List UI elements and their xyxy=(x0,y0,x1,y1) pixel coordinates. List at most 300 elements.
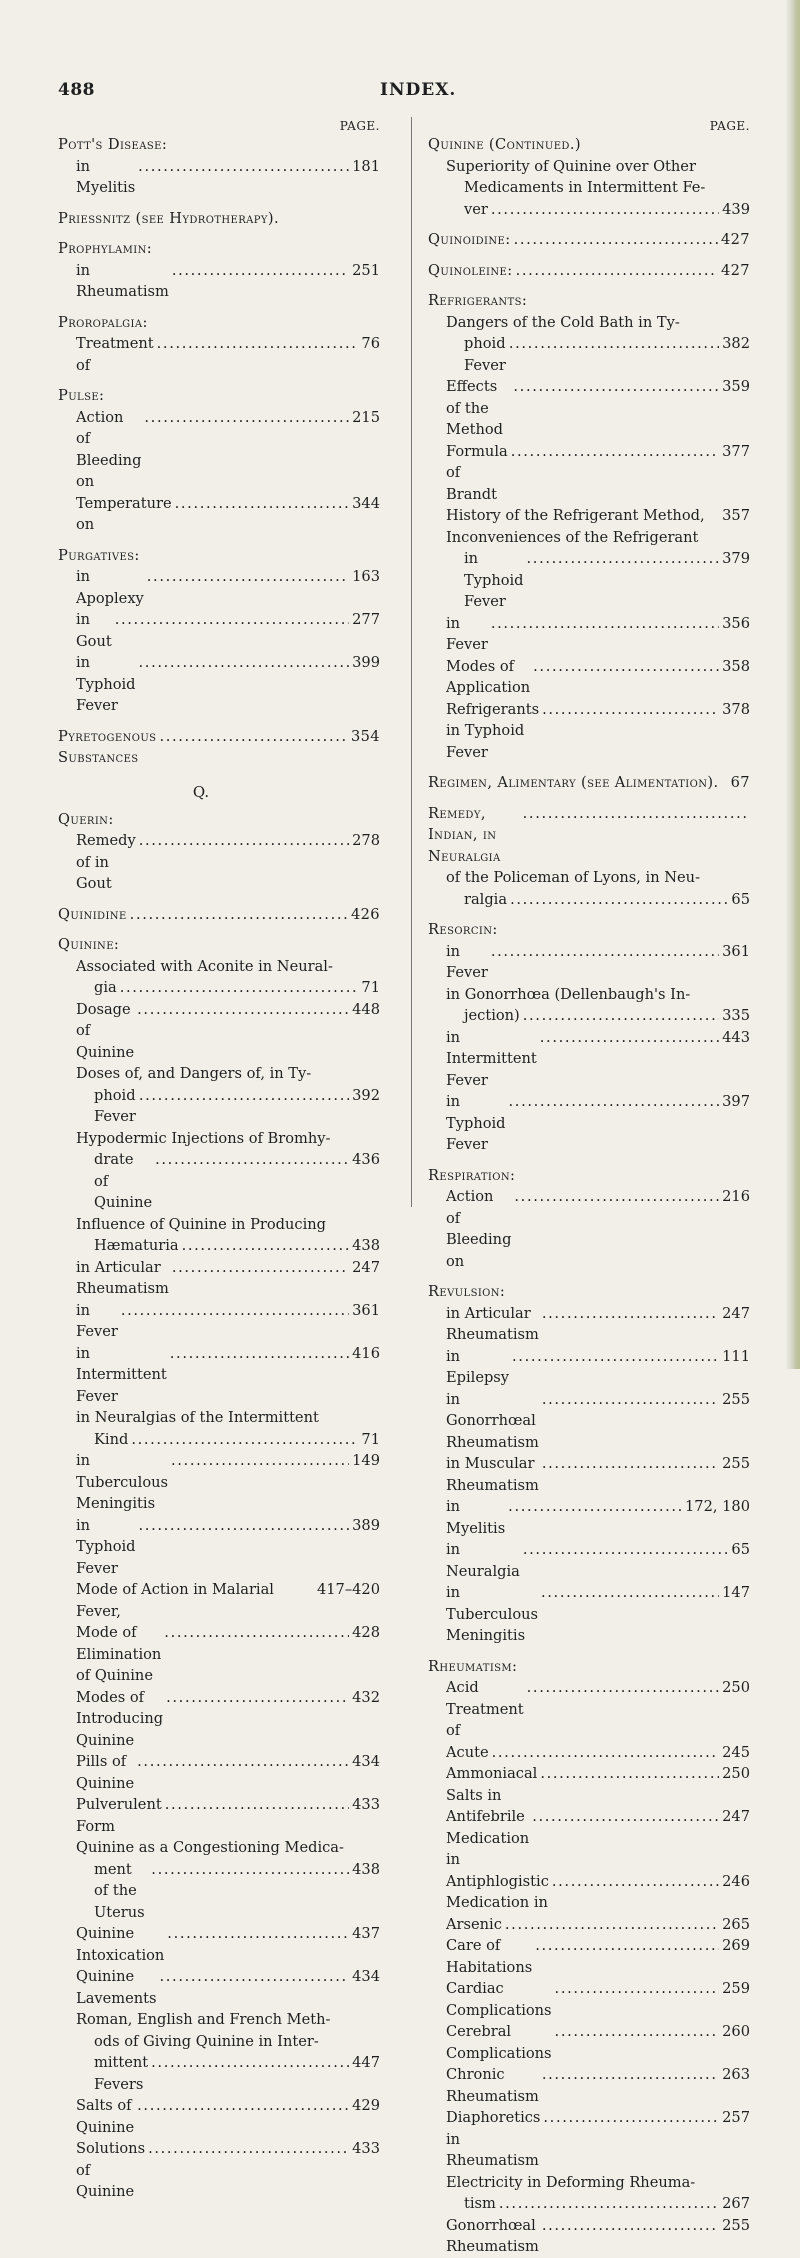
index-entry xyxy=(58,999,380,1064)
entry-line xyxy=(446,1677,750,1742)
dot-leader xyxy=(171,1450,349,1472)
entry-text: Modes of Introducing Quinine xyxy=(76,1688,164,1749)
dot-leader xyxy=(491,613,719,635)
entry-text: Dosage of Quinine xyxy=(76,1000,135,1061)
entry-line xyxy=(76,1450,380,1515)
entry-line xyxy=(76,1687,380,1752)
heading-text: Quinine: xyxy=(58,936,120,953)
entry-text: Ammoniacal Salts in xyxy=(446,1765,538,1804)
dot-leader xyxy=(514,229,718,251)
heading-text: Rheumatism: xyxy=(428,1657,518,1675)
page-ref: 259 xyxy=(722,1980,750,1997)
page-ref: 251 xyxy=(352,261,380,279)
entry-text: in Articular Rheumatism xyxy=(446,1304,539,1343)
page-title: INDEX. xyxy=(380,80,457,100)
entry-line xyxy=(76,652,380,717)
dot-leader xyxy=(512,1346,719,1368)
index-entry xyxy=(428,2107,750,2172)
index-heading xyxy=(58,934,380,956)
index-entry xyxy=(428,1871,750,1914)
index-heading xyxy=(58,208,380,230)
dot-leader xyxy=(151,1859,349,1881)
index-entry xyxy=(428,1346,750,1389)
dot-leader xyxy=(175,493,350,515)
entry-text: Remedy of in Gout xyxy=(76,832,136,892)
index-heading xyxy=(58,385,380,407)
entry-line xyxy=(446,1453,750,1496)
entry-text: Refrigerants in Typhoid Fever xyxy=(446,700,540,761)
entry-cont-line xyxy=(446,889,750,911)
page-ref: 397 xyxy=(722,1093,750,1110)
dot-leader xyxy=(172,260,349,282)
page-ref: 448 xyxy=(352,1000,380,1018)
page-ref: 361 xyxy=(722,942,750,960)
dot-leader xyxy=(509,333,719,355)
dot-leader xyxy=(131,1429,358,1451)
index-heading xyxy=(428,260,750,282)
index-heading xyxy=(428,919,750,941)
entry-cont-line xyxy=(76,1085,380,1128)
entry-text: Chronic Rheumatism xyxy=(446,2066,539,2105)
index-entry xyxy=(428,505,750,527)
entry-line xyxy=(76,407,380,493)
dot-leader xyxy=(552,1871,719,1893)
page-ref: 246 xyxy=(722,1872,750,1890)
entry-line xyxy=(76,609,380,652)
entry-text: in Fever xyxy=(76,1301,118,1340)
entry-text: in Rheumatism xyxy=(76,261,169,300)
index-heading xyxy=(428,772,750,794)
entry-line xyxy=(76,1966,380,2009)
dot-leader xyxy=(121,1300,349,1322)
dot-leader xyxy=(542,2064,719,2086)
page-ref: 378 xyxy=(722,700,750,718)
page-ref: 265 xyxy=(722,1915,750,1933)
entry-text: in Typhoid Fever xyxy=(76,1516,136,1577)
entry-text: Dangers of the Cold Bath in Ty- xyxy=(446,313,680,331)
index-entry xyxy=(58,1300,380,1343)
entry-text: in Epilepsy xyxy=(446,1347,510,1386)
entry-text: Care of Habitations xyxy=(446,1937,533,1976)
dot-leader xyxy=(542,2215,719,2237)
entry-text: in Typhoid Fever xyxy=(76,654,136,714)
index-group xyxy=(428,134,750,220)
entry-text: Action of Bleeding on xyxy=(76,408,142,490)
entry-cont-text: ver xyxy=(464,200,488,218)
index-group xyxy=(58,385,380,536)
heading-text: Pott's Disease: xyxy=(58,136,168,153)
entry-text: Pills of Quinine xyxy=(76,1753,135,1792)
entry-text: Inconveniences of the Refrigerant xyxy=(446,528,699,546)
dot-leader xyxy=(492,1742,720,1764)
index-entry xyxy=(428,1763,750,1806)
index-heading xyxy=(428,803,750,868)
dot-leader xyxy=(115,609,349,631)
index-group xyxy=(428,229,750,251)
index-entry xyxy=(58,1407,380,1450)
index-column-left xyxy=(58,118,380,2203)
dot-leader xyxy=(137,2095,349,2117)
index-entry xyxy=(58,1257,380,1300)
entry-line xyxy=(446,1346,750,1389)
dot-leader xyxy=(543,2107,719,2129)
index-entry xyxy=(58,652,380,717)
entry-line xyxy=(76,493,380,536)
entry-line xyxy=(446,1027,750,1092)
page-ref: 255 xyxy=(722,2216,750,2234)
entry-cont-line xyxy=(76,1235,380,1257)
dot-leader xyxy=(165,1794,349,1816)
entry-line xyxy=(446,1978,750,2021)
entry-cont-text: ment of the Uterus xyxy=(94,1860,145,1921)
index-entry xyxy=(428,2172,750,2215)
page-column-label: PAGE. xyxy=(709,119,750,133)
index-entry xyxy=(428,527,750,613)
heading-text: Regimen, Alimentary (see Alimentation). xyxy=(428,774,719,791)
page-ref: 71 xyxy=(361,979,380,996)
page-ref: 344 xyxy=(352,494,380,512)
index-entry xyxy=(58,1923,380,1966)
page-ref: 427 xyxy=(720,261,750,279)
entry-cont-text: jection) xyxy=(464,1007,520,1024)
index-heading xyxy=(58,134,380,156)
page-ref: 215 xyxy=(352,408,380,426)
page-ref: 447 xyxy=(352,2054,380,2071)
index-entry xyxy=(428,2064,750,2107)
page-ref: 357 xyxy=(722,507,750,524)
index-heading xyxy=(428,134,750,156)
page-ref: 433 xyxy=(352,2140,380,2157)
entry-text: in Neuralgia xyxy=(446,1541,520,1580)
entry-cont-line xyxy=(76,2052,380,2095)
page-ref: 245 xyxy=(722,1743,750,1761)
dot-leader xyxy=(514,1186,719,1208)
page-ref: 76 xyxy=(361,335,380,352)
page-ref: 247 xyxy=(352,1258,380,1276)
dot-leader xyxy=(555,1978,720,2000)
index-group xyxy=(428,803,750,911)
dot-leader xyxy=(167,1923,349,1945)
entry-text: Diaphoretics in Rheumatism xyxy=(446,2109,541,2169)
heading-text: Respiration: xyxy=(428,1166,516,1184)
dot-leader xyxy=(523,1005,719,1027)
entry-line xyxy=(76,999,380,1064)
dot-leader xyxy=(137,999,349,1021)
dot-leader xyxy=(513,376,719,398)
entry-text: Formula of Brandt xyxy=(446,442,508,503)
page-ref: 438 xyxy=(352,1860,380,1878)
entry-line xyxy=(76,2138,380,2203)
entry-line xyxy=(76,1300,380,1343)
page-ref: 432 xyxy=(352,1688,380,1706)
entry-line xyxy=(76,333,380,376)
index-groups-q xyxy=(58,809,380,2203)
heading-text: Pulse: xyxy=(58,387,105,404)
index-entry xyxy=(428,1914,750,1936)
dot-leader xyxy=(148,2138,349,2160)
entry-line xyxy=(446,941,750,984)
heading-text: Remedy, Indian, in Neuralgia xyxy=(428,804,501,865)
entry-line xyxy=(446,1763,750,1806)
index-entry xyxy=(58,1622,380,1687)
entry-line xyxy=(446,1091,750,1156)
index-heading xyxy=(58,809,380,831)
dot-leader xyxy=(508,1496,682,1518)
entry-text: Doses of, and Dangers of, in Ty- xyxy=(76,1065,312,1082)
entry-cont-line xyxy=(446,1005,750,1027)
page-ref: 335 xyxy=(722,1007,750,1024)
entry-text: Influence of Quinine in Producing xyxy=(76,1215,326,1233)
entry-line xyxy=(446,441,750,506)
index-group xyxy=(428,919,750,1156)
entry-cont-text: Hæmaturia xyxy=(94,1237,179,1254)
index-group xyxy=(58,809,380,895)
entry-line xyxy=(76,156,380,199)
entry-line xyxy=(76,1622,380,1687)
entry-cont-line xyxy=(446,333,750,376)
entry-line xyxy=(76,1343,380,1408)
entry-text: in Apoplexy xyxy=(76,568,144,607)
entry-cont-text: in Typhoid Fever xyxy=(464,550,524,610)
index-entry xyxy=(428,1496,750,1539)
entry-text: Cardiac Complications xyxy=(446,1980,552,2019)
index-entry xyxy=(58,407,380,493)
dot-leader xyxy=(139,1085,349,1107)
heading-text: Prophylamin: xyxy=(58,240,153,257)
index-entry xyxy=(428,699,750,764)
page-ref: 434 xyxy=(352,1753,380,1770)
page-ref: 354 xyxy=(350,727,380,745)
index-heading xyxy=(428,1281,750,1303)
entry-text: Antiphlogistic Medication in xyxy=(446,1872,549,1911)
dot-leader xyxy=(166,1687,349,1709)
dot-leader xyxy=(160,1966,350,1988)
entry-text: in Tuberculous Meningitis xyxy=(446,1584,539,1644)
index-group xyxy=(58,545,380,717)
index-entry xyxy=(58,956,380,999)
page-ref: 65 xyxy=(731,890,750,908)
index-entry xyxy=(428,1091,750,1156)
page-ref: 426 xyxy=(350,905,380,923)
page-number: 488 xyxy=(58,80,95,100)
page-ref: 377 xyxy=(722,442,750,460)
entry-cont-line xyxy=(446,2193,750,2215)
heading-text: Quinoleine: xyxy=(428,261,513,279)
entry-line xyxy=(76,1579,380,1622)
entry-text: Solutions of Quinine xyxy=(76,2140,146,2200)
entry-text: in Typhoid Fever xyxy=(446,1093,506,1153)
index-entry xyxy=(58,1687,380,1752)
index-heading xyxy=(58,238,380,260)
index-group xyxy=(428,1281,750,1647)
entry-text: Hypodermic Injections of Bromhy- xyxy=(76,1129,331,1147)
heading-text: Proropalgia: xyxy=(58,313,148,331)
page-ref: 255 xyxy=(722,1455,750,1472)
entry-line xyxy=(446,2021,750,2064)
dot-leader xyxy=(535,1935,719,1957)
entry-line xyxy=(446,1303,750,1346)
page-ref: 247 xyxy=(722,1808,750,1825)
index-heading xyxy=(428,1656,750,1678)
entry-text: in Myelitis xyxy=(446,1498,506,1537)
entry-text-cont: Medicaments in Intermittent Fe- xyxy=(464,179,706,196)
heading-text: Refrigerants: xyxy=(428,292,528,309)
index-entry xyxy=(428,1303,750,1346)
entry-text: Quinine Lavements xyxy=(76,1968,157,2007)
entry-text: in Intermittent Fever xyxy=(76,1344,167,1405)
dot-leader xyxy=(491,941,719,963)
index-group xyxy=(428,772,750,794)
entry-line xyxy=(76,1923,380,1966)
dot-leader xyxy=(533,656,719,678)
entry-text: Modes of Application xyxy=(446,657,531,696)
dot-leader xyxy=(182,1235,350,1257)
page-ref: 417–420 xyxy=(316,1581,380,1598)
index-column-right xyxy=(428,118,750,2258)
page-ref: 427 xyxy=(720,231,750,248)
index-entry xyxy=(58,1579,380,1622)
dot-leader xyxy=(509,1091,720,1113)
entry-text: Mode of Elimination of Quinine xyxy=(76,1624,162,1684)
entry-line xyxy=(446,1582,750,1647)
heading-text: Quinoidine: xyxy=(428,231,511,248)
page-ref: 250 xyxy=(722,1765,750,1782)
dot-leader xyxy=(491,199,719,221)
column-divider xyxy=(411,117,412,1207)
page-ref: 269 xyxy=(722,1937,750,1954)
index-entry xyxy=(428,1806,750,1871)
entry-text: in Articular Rheumatism xyxy=(76,1258,169,1297)
entry-line xyxy=(446,1496,750,1539)
dot-leader xyxy=(540,1763,719,1785)
entry-cont-text: Kind xyxy=(94,1430,129,1448)
dot-leader xyxy=(130,904,348,926)
page-ref: 216 xyxy=(722,1188,750,1205)
page-ref: 181 xyxy=(352,157,380,175)
dot-leader xyxy=(147,566,349,588)
index-entry xyxy=(58,2138,380,2203)
index-entry xyxy=(58,2009,380,2095)
index-group xyxy=(428,260,750,282)
index-entry xyxy=(58,2095,380,2138)
page-ref: 416 xyxy=(352,1344,380,1362)
page-ref: 147 xyxy=(722,1584,750,1601)
heading-text: Querin: xyxy=(58,810,114,828)
index-entry xyxy=(428,1389,750,1454)
dot-leader xyxy=(532,1806,719,1828)
page-ref: 172, 180 xyxy=(685,1498,750,1515)
index-entry xyxy=(428,613,750,656)
heading-text: Pyretogenous Substances xyxy=(58,727,157,766)
page-ref: 71 xyxy=(361,1430,380,1448)
entry-cont-text: drate of Quinine xyxy=(94,1151,153,1211)
entry-cont-text: ralgia xyxy=(464,890,508,908)
entry-cont-line xyxy=(76,1149,380,1214)
dot-leader xyxy=(151,2052,349,2074)
dot-leader xyxy=(139,652,350,674)
dot-leader xyxy=(159,726,348,748)
entry-cont-line xyxy=(446,199,750,221)
index-entry xyxy=(58,1966,380,2009)
page-ref: 250 xyxy=(722,1679,750,1696)
index-group xyxy=(58,904,380,926)
dot-leader xyxy=(164,1622,349,1644)
index-heading xyxy=(428,1165,750,1187)
entry-cont-text: mittent Fevers xyxy=(94,2054,149,2093)
entry-text-cont: ods of Giving Quinine in Inter- xyxy=(94,2032,319,2050)
index-entry xyxy=(428,1582,750,1647)
dot-leader xyxy=(138,156,349,178)
entry-text: Quinine as a Congestioning Medica- xyxy=(76,1839,344,1856)
page-ref: 356 xyxy=(722,614,750,632)
index-heading xyxy=(58,726,380,769)
index-entry xyxy=(58,1063,380,1128)
page-ref: 433 xyxy=(352,1796,380,1813)
dot-leader xyxy=(505,1914,719,1936)
entry-line xyxy=(76,830,380,895)
index-entry xyxy=(428,156,750,221)
entry-cont-line xyxy=(446,548,750,613)
index-group xyxy=(58,208,380,230)
index-entry xyxy=(58,1128,380,1214)
page-ref: 436 xyxy=(352,1151,380,1168)
page-ref: 428 xyxy=(352,1624,380,1641)
entry-text: in Tuberculous Meningitis xyxy=(76,1452,169,1512)
index-entry xyxy=(428,1742,750,1764)
index-heading xyxy=(58,545,380,567)
page-ref: 439 xyxy=(722,200,750,218)
index-entry xyxy=(428,1453,750,1496)
page-ref: 429 xyxy=(352,2097,380,2114)
page-ref: 389 xyxy=(352,1516,380,1534)
index-entry xyxy=(428,941,750,984)
entry-line xyxy=(446,1742,750,1764)
entry-text: of the Policeman of Lyons, in Neu- xyxy=(446,869,701,886)
dot-leader xyxy=(137,1751,349,1773)
index-entry xyxy=(428,1978,750,2021)
index-entry xyxy=(58,609,380,652)
entry-line xyxy=(76,1257,380,1300)
dot-leader xyxy=(523,1539,729,1561)
entry-text: in Gonorrhœal Rheumatism xyxy=(446,1390,539,1451)
page-header xyxy=(0,80,800,110)
entry-text: in Muscular Rheumatism xyxy=(446,1455,539,1494)
page-ref: 359 xyxy=(722,378,750,395)
entry-text: History of the Refrigerant Method, xyxy=(446,507,705,524)
index-heading xyxy=(428,229,750,251)
index-entry xyxy=(58,1450,380,1515)
entry-text: Effects of the Method xyxy=(446,378,503,438)
index-group xyxy=(58,934,380,2203)
page-ref: 358 xyxy=(722,657,750,675)
page-ref: 163 xyxy=(352,568,380,585)
dot-leader xyxy=(139,1515,350,1537)
entry-line xyxy=(446,1806,750,1871)
heading-text: Revulsion: xyxy=(428,1283,506,1300)
dot-leader xyxy=(542,1303,719,1325)
entry-line xyxy=(446,376,750,441)
entry-line xyxy=(446,1389,750,1454)
dot-leader xyxy=(172,1257,349,1279)
dot-leader xyxy=(499,2193,719,2215)
index-entry xyxy=(428,441,750,506)
dot-leader xyxy=(541,1582,719,1604)
dot-leader xyxy=(540,1027,719,1049)
entry-text: in Fever xyxy=(446,942,488,981)
entry-text: Antifebrile Medication in xyxy=(446,1808,530,1868)
page-ref: 149 xyxy=(352,1452,380,1469)
entry-text: Mode of Action in Malarial Fever, xyxy=(76,1581,274,1620)
